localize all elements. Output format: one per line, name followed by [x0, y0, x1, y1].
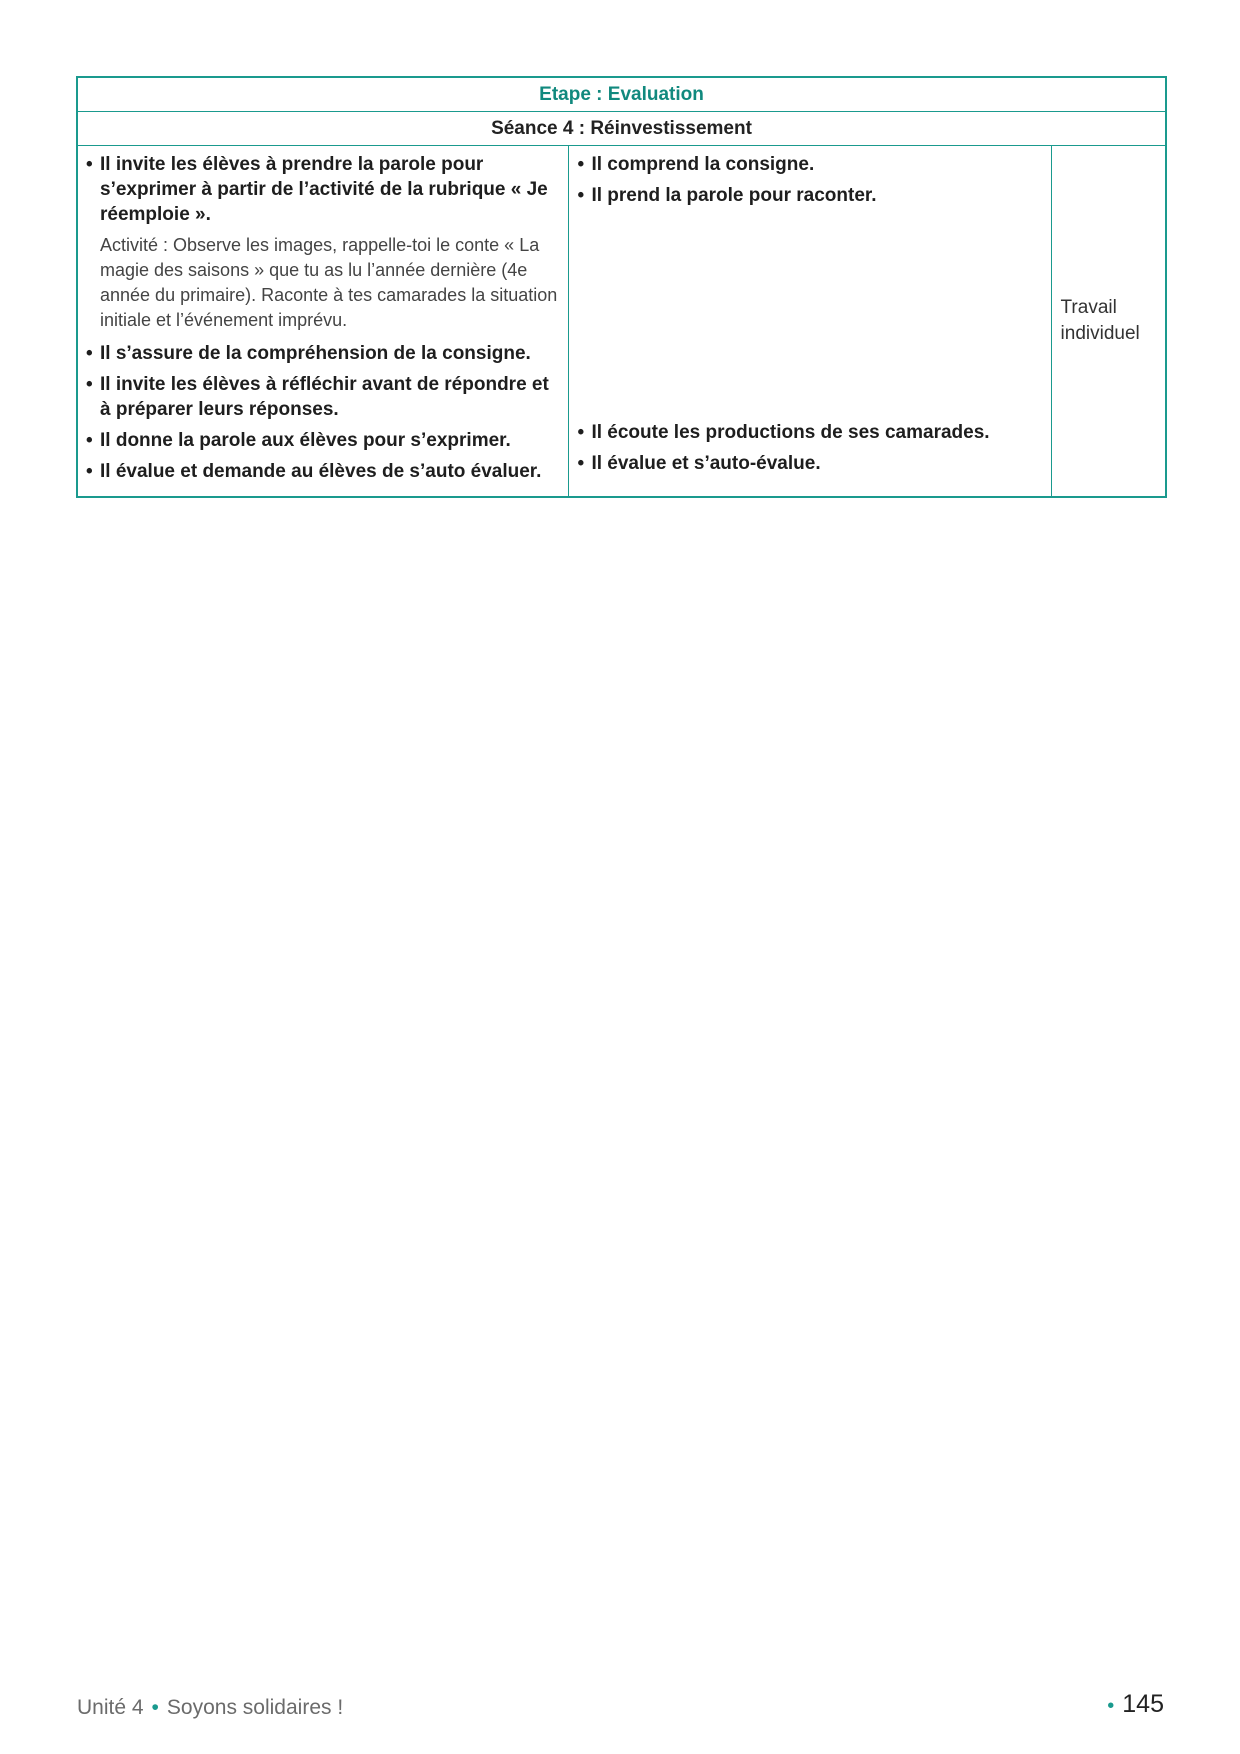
activity-instruction: Activité : Observe les images, rappelle-toi le conte « La magie des saisons » que tu as lu l’année dernière (4e année du primaire). Raconte à tes camarades la situation initiale et l’événement imprévu. [100, 235, 558, 330]
page-number-block [1107, 1690, 1164, 1719]
seance-row [77, 112, 1166, 146]
lesson-table [76, 76, 1167, 498]
footer-unit: Unité 4 [77, 1696, 144, 1719]
page-number: 145 [1122, 1690, 1164, 1718]
student-bullet: • Il comprend la consigne. [577, 152, 1040, 177]
footer-title: Soyons solidaires ! [166, 1696, 344, 1719]
teacher-bullet: • Il invite les élèves à réfléchir avant de répondre et à préparer leurs réponses. [86, 372, 558, 422]
student-bullet: • Il écoute les productions de ses camarades. [577, 420, 1040, 445]
teacher-bullet: • Il invite les élèves à prendre la parole pour s’exprimer à partir de l’activité de la rubrique « Je réemploie ». [86, 152, 558, 227]
footer-separator-dot: • [151, 1696, 159, 1719]
etape-heading: Etape : Evaluation [77, 77, 1166, 112]
etape-row [77, 77, 1166, 112]
student-activities-cell [569, 146, 1051, 498]
student-top-block [577, 152, 1040, 420]
teacher-bullet: • Il évalue et demande au élèves de s’auto évaluer. [86, 459, 558, 484]
work-mode-line-2: individuel [1060, 323, 1140, 344]
work-mode-line-1: Travail [1060, 297, 1117, 318]
work-mode-cell [1051, 146, 1166, 498]
page-number-dot: • [1107, 1695, 1115, 1717]
content-row [77, 146, 1166, 498]
teacher-activities-cell [77, 146, 569, 498]
teacher-bullet: • Il s’assure de la compréhension de la consigne. [86, 341, 558, 366]
teacher-bullet: • Il donne la parole aux élèves pour s’exprimer. [86, 428, 558, 453]
student-bullet: • Il prend la parole pour raconter. [577, 183, 1040, 208]
student-bullet: • Il évalue et s’auto-évalue. [577, 451, 1040, 476]
seance-heading: Séance 4 : Réinvestissement [77, 112, 1166, 146]
footer-unit-title [77, 1696, 343, 1720]
